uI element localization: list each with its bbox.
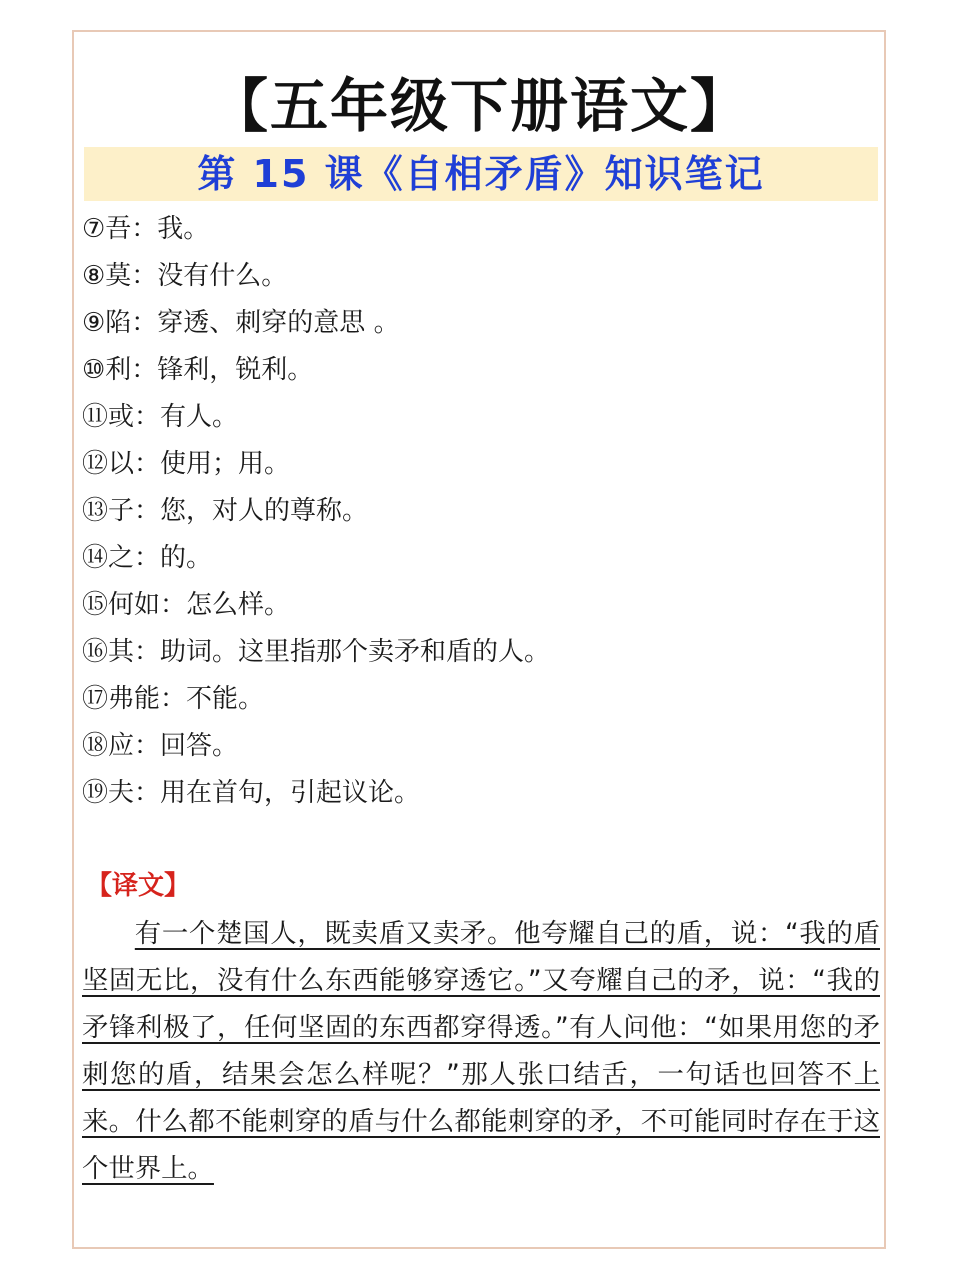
- lesson-subtitle: 第 15 课《自相矛盾》知识笔记: [197, 152, 765, 196]
- note-item-15: ⑮何如：怎么样。: [82, 590, 291, 620]
- note-item-13: ⑬子：您，对人的尊称。: [82, 496, 369, 526]
- translation-text: 有一个楚国人，既卖盾又卖矛。他夸耀自己的盾，说：“我的盾坚固无比，没有什么东西能够穿透它。”又夸耀自己的矛，说：“我的矛锋利极了，任何坚固的东西都穿得透。”有人问他：“如果用您的矛刺您的盾，结果会怎么样呢？”那人张口结舌，一句话也回答不上来。什么都不能刺穿的盾与什么都能刺穿的矛，不可能同时存在于这个世界上。: [82, 918, 880, 1184]
- note-item-14: ⑭之：的。: [82, 543, 213, 573]
- translation-label: 【译文】: [86, 871, 191, 901]
- note-item-7: ⑦吾：我。: [82, 214, 210, 244]
- note-item-10: ⑩利：锋利，锐利。: [82, 355, 314, 385]
- note-item-11: ⑪或：有人。: [82, 402, 239, 432]
- note-item-8: ⑧莫：没有什么。: [82, 261, 288, 291]
- page-title: 【五年级下册语文】: [209, 72, 750, 140]
- translation-paragraph: [82, 910, 880, 1192]
- vocabulary-notes-list: [82, 206, 872, 817]
- note-item-16: ⑯其：助词。这里指那个卖矛和盾的人。: [82, 637, 551, 667]
- note-item-9: ⑨陷：穿透、刺穿的意思 。: [82, 308, 400, 338]
- note-item-17: ⑰弗能：不能。: [82, 684, 265, 714]
- note-item-12: ⑫以：使用；用。: [82, 449, 291, 479]
- note-item-19: ⑲夫：用在首句，引起议论。: [82, 778, 421, 808]
- note-item-18: ⑱应：回答。: [82, 731, 239, 761]
